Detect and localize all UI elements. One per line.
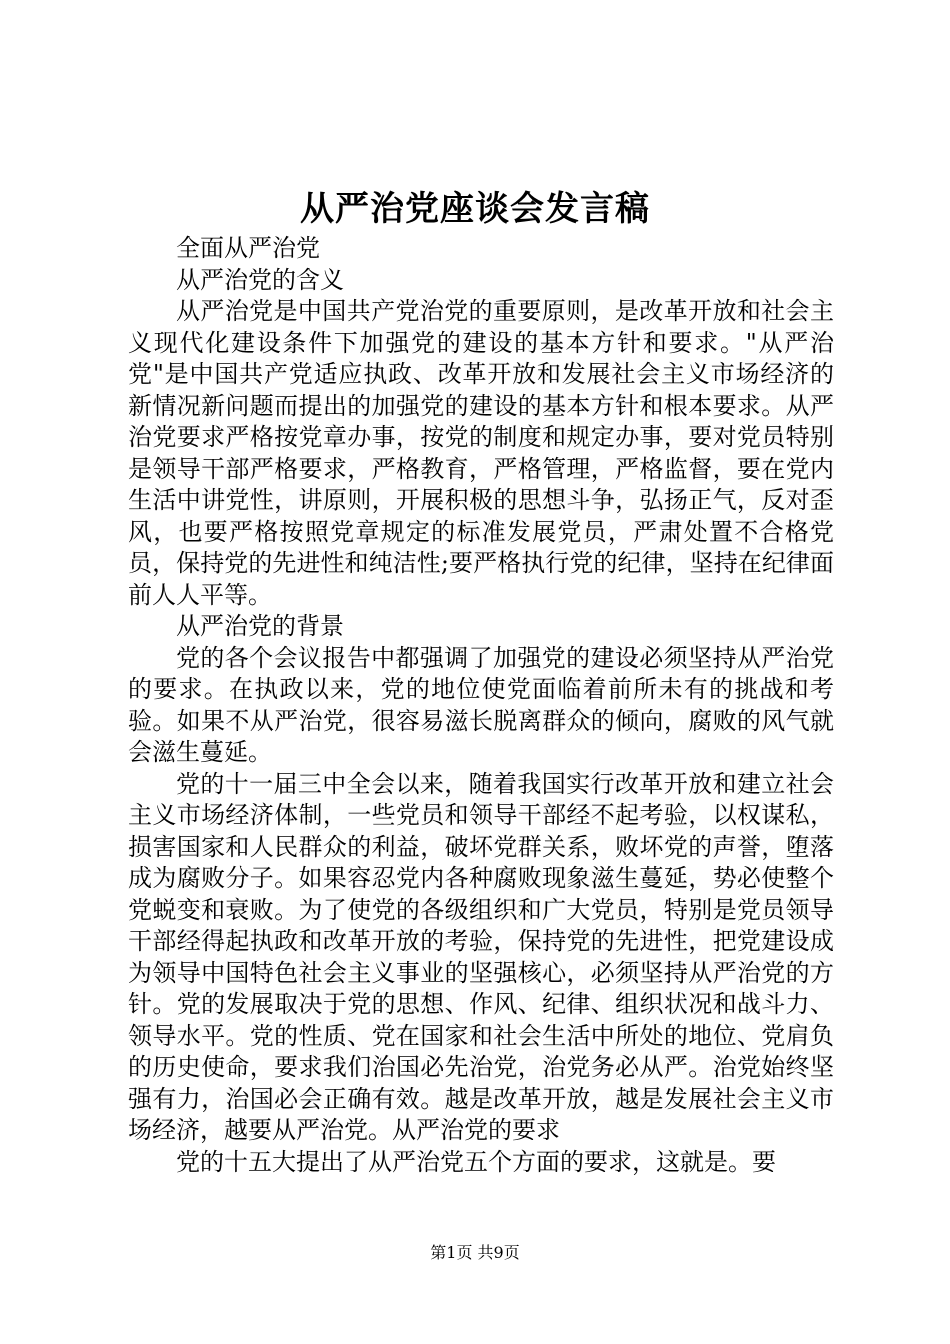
paragraph-meaning: 从严治党是中国共产党治党的重要原则，是改革开放和社会主义现代化建设条件下加强党的建设的基本方针和要求。"从严治党"是中国共产党适应执政、改革开放和发展社会主义市场经济的新情况新问题而提出的加强党的建设的基本方针和根本要求。从严治党要求严格按党章办事，按党的制度和规定办事，要对党员特别是领导干部严格要求，严格教育，严格管理，严格监督，要在党内生活中讲党性，讲原则，开展积极的思想斗争，弘扬正气，反对歪风，也要严格按照党章规定的标准发展党员，严肃处置不合格党员，保持党的先进性和纯洁性;要严格执行党的纪律，坚持在纪律面前人人平等。 [128, 297, 834, 609]
paragraph-background-1: 党的各个会议报告中都强调了加强党的建设必须坚持从严治党的要求。在执政以来，党的地位使党面临着前所未有的挑战和考验。如果不从严治党，很容易滋长脱离群众的倾向，腐败的风气就会滋生蔓延。 [128, 643, 834, 766]
paragraph-heading-3: 从严治党的背景 [176, 612, 344, 640]
paragraph-heading-2: 从严治党的含义 [176, 265, 344, 294]
paragraph-heading-1: 全面从严治党 [176, 234, 320, 262]
paragraph-background-2: 党的十一届三中全会以来，随着我国实行改革开放和建立社会主义市场经济体制，一些党员和领导干部经不起考验，以权谋私，损害国家和人民群众的利益，破坏党群关系，败坏党的声誉，堕落成为腐败分子。如果容忍党内各种腐败现象滋生蔓延，势必使整个党蜕变和衰败。为了使党的各级组织和广大党员，特别是党员领导干部经得起执政和改革开放的考验，保持党的先进性，把党建设成为领导中国特色社会主义事业的坚强核心，必须坚持从严治党的方针。党的发展取决于党的思想、作风、纪律、组织状况和战斗力、领导水平。党的性质、党在国家和社会生活中所处的地位、党肩负的历史使命，要求我们治国必先治党，治党务必从严。治党始终坚强有力，治国必会正确有效。越是改革开放，越是发展社会主义市场经济，越要从严治党。从严治党的要求 [128, 769, 834, 1144]
page-footer: 第1页 共9页 [430, 1243, 520, 1262]
document-title: 从严治党座谈会发言稿 [300, 189, 650, 229]
paragraph-requirements: 党的十五大提出了从严治党五个方面的要求，这就是。要 [176, 1147, 776, 1176]
document-body [128, 233, 834, 1178]
